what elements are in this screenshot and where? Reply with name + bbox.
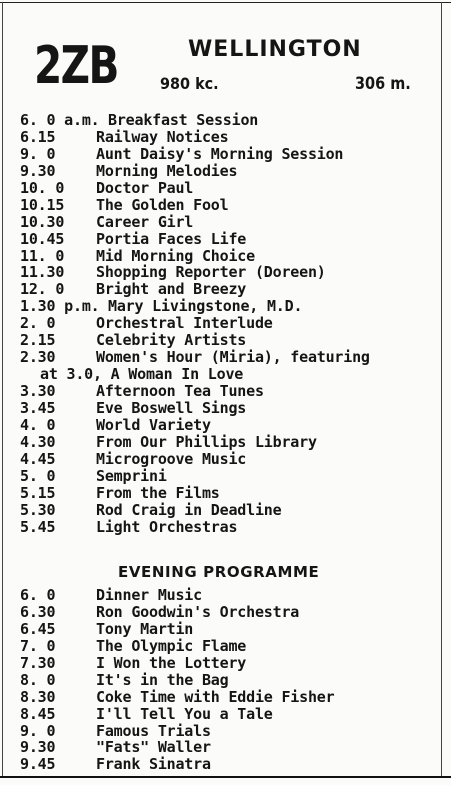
schedule-row	[20, 621, 440, 638]
schedule-row	[20, 689, 440, 706]
schedule-time: 4. 0	[20, 415, 56, 434]
schedule-time: 3.45	[20, 398, 56, 417]
schedule-programme: Celebrity Artists	[96, 331, 247, 350]
schedule-row	[20, 281, 440, 298]
schedule-programme: I'll Tell You a Tale	[96, 704, 273, 723]
schedule-row	[20, 264, 440, 281]
station-callsign: 2ZB	[34, 36, 118, 96]
schedule-row	[20, 383, 440, 400]
schedule-programme: Shopping Reporter (Doreen)	[96, 263, 326, 282]
schedule-programme: Bright and Breezy	[96, 280, 247, 299]
schedule-programme: Doctor Paul	[96, 178, 194, 197]
bottom-rule	[0, 776, 451, 778]
schedule-row	[20, 400, 440, 417]
schedule-time: 5.30	[20, 500, 56, 519]
schedule-time: 1.30 p.m.	[20, 297, 100, 316]
station-frequency: 980 kc.	[160, 74, 219, 93]
schedule-time: 2.30	[20, 348, 56, 367]
schedule-programme: It's in the Bag	[96, 670, 229, 689]
schedule-time: 6.45	[20, 619, 56, 638]
schedule-time: 10. 0	[20, 178, 65, 197]
schedule-row	[20, 129, 440, 146]
schedule-row	[20, 197, 440, 214]
schedule-time: 8.30	[20, 687, 56, 706]
schedule-row	[20, 451, 440, 468]
schedule-programme: Orchestral Interlude	[96, 314, 273, 333]
schedule-time: 3.30	[20, 382, 56, 400]
schedule-programme: I Won the Lottery	[96, 653, 247, 672]
schedule-programme: Ron Goodwin's Orchestra	[96, 602, 300, 621]
station-wavelength: 306 m.	[355, 74, 411, 94]
schedule-row	[20, 231, 440, 248]
schedule-row	[20, 655, 440, 672]
schedule-row	[20, 146, 440, 163]
schedule-row	[20, 485, 440, 502]
schedule-row	[20, 214, 440, 231]
schedule-row	[20, 298, 440, 315]
schedule-programme: Breakfast Session	[108, 111, 259, 129]
day-schedule	[20, 112, 440, 535]
schedule-row	[20, 349, 440, 366]
evening-heading: EVENING PROGRAMME	[118, 563, 320, 581]
schedule-time: 8.45	[20, 704, 56, 723]
schedule-programme: Frank Sinatra	[96, 755, 211, 774]
schedule-row	[20, 163, 440, 180]
schedule-programme: Career Girl	[96, 212, 194, 231]
schedule-row	[20, 706, 440, 723]
evening-schedule	[20, 587, 440, 773]
schedule-time: 9.30	[20, 161, 56, 180]
schedule-row	[20, 739, 440, 756]
schedule-time: 9. 0	[20, 144, 56, 163]
schedule-programme: Eve Boswell Sings	[96, 398, 247, 417]
schedule-programme: Morning Melodies	[96, 161, 238, 180]
schedule-programme: Light Orchestras	[96, 517, 238, 536]
schedule-time: 2.15	[20, 331, 56, 350]
schedule-programme: Portia Faces Life	[96, 229, 247, 248]
schedule-time: 12. 0	[20, 280, 65, 299]
schedule-programme: Tony Martin	[96, 619, 194, 638]
left-rule	[2, 2, 3, 777]
schedule-row	[20, 756, 440, 773]
schedule-time: 5. 0	[20, 466, 56, 485]
schedule-programme: Mary Livingstone, M.D.	[108, 297, 303, 316]
schedule-row	[20, 519, 440, 536]
schedule-row	[20, 723, 440, 740]
schedule-row	[20, 332, 440, 349]
schedule-time: 9.45	[20, 755, 56, 774]
schedule-row	[20, 468, 440, 485]
schedule-time: 9. 0	[20, 721, 56, 740]
schedule-programme: Afternoon Tea Tunes	[96, 382, 264, 400]
schedule-row	[20, 672, 440, 689]
schedule-row	[20, 638, 440, 655]
schedule-row	[20, 417, 440, 434]
schedule-time: 4.45	[20, 449, 56, 468]
schedule-programme: Dinner Music	[96, 586, 202, 604]
schedule-time: 6.30	[20, 602, 56, 621]
station-city: WELLINGTON	[188, 37, 362, 62]
schedule-programme: Railway Notices	[96, 127, 229, 146]
schedule-time: 9.30	[20, 738, 56, 757]
schedule-programme: The Olympic Flame	[96, 636, 247, 655]
schedule-programme: From Our Phillips Library	[96, 432, 317, 451]
schedule-programme: Aunt Daisy's Morning Session	[96, 144, 344, 163]
schedule-programme: Women's Hour (Miria), featuring	[96, 348, 370, 367]
schedule-programme: "Fats" Waller	[96, 738, 211, 757]
schedule-time: 10.45	[20, 229, 65, 248]
schedule-time: 8. 0	[20, 670, 56, 689]
schedule-programme: Microgroove Music	[96, 449, 247, 468]
schedule-time: 6. 0 a.m.	[20, 111, 100, 129]
schedule-programme: World Variety	[96, 415, 211, 434]
schedule-time: 11.30	[20, 263, 65, 282]
schedule-programme: Coke Time with Eddie Fisher	[96, 687, 335, 706]
schedule-row	[20, 180, 440, 197]
right-rule	[441, 2, 442, 777]
schedule-programme: From the Films	[96, 483, 220, 502]
schedule-row	[20, 248, 440, 265]
schedule-time: 7. 0	[20, 636, 56, 655]
schedule-time: 5.15	[20, 483, 56, 502]
schedule-time: 11. 0	[20, 246, 65, 265]
schedule-row	[20, 112, 440, 129]
schedule-time: 4.30	[20, 432, 56, 451]
schedule-programme: Semprini	[96, 466, 167, 485]
schedule-row	[20, 366, 440, 383]
schedule-time: at 3.0, A Woman In Love	[40, 365, 244, 384]
schedule-row	[20, 315, 440, 332]
schedule-time: 7.30	[20, 653, 56, 672]
schedule-row	[20, 434, 440, 451]
schedule-time: 5.45	[20, 517, 56, 536]
schedule-programme: Famous Trials	[96, 721, 211, 740]
schedule-time: 2. 0	[20, 314, 56, 333]
schedule-programme: Mid Morning Choice	[96, 246, 255, 265]
schedule-time: 6. 0	[20, 586, 56, 604]
schedule-row	[20, 587, 440, 604]
schedule-time: 10.30	[20, 212, 65, 231]
schedule-time: 10.15	[20, 195, 65, 214]
top-rule	[0, 2, 451, 3]
schedule-programme: Rod Craig in Deadline	[96, 500, 282, 519]
schedule-row	[20, 604, 440, 621]
schedule-row	[20, 502, 440, 519]
schedule-programme: The Golden Fool	[96, 195, 229, 214]
schedule-time: 6.15	[20, 127, 56, 146]
